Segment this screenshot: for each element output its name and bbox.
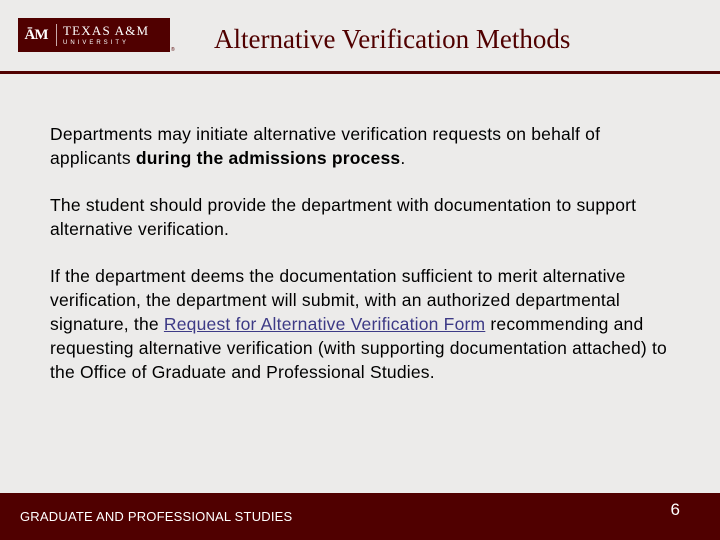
request-form-link[interactable]: Request for Alternative Verification Form: [163, 314, 486, 334]
paragraph-3: [50, 264, 675, 384]
paragraph-1-emphasis: during the admissions process: [135, 148, 401, 168]
texas-am-logo: [18, 18, 170, 52]
logo-wordmark: [63, 24, 149, 46]
footer-label: GRADUATE AND PROFESSIONAL STUDIES: [20, 509, 293, 524]
logo-divider: [56, 24, 57, 46]
slide-title: Alternative Verification Methods: [214, 24, 571, 54]
paragraph-3-text-after: recommending and requesting alternative verification (with supporting documentation attached) to the Office of Graduate and Professional Studies.: [50, 314, 667, 382]
paragraph-1: [50, 122, 675, 170]
paragraph-3-text-before: If the department deems the documentation sufficient to merit alternative verification, the department will submit, with an authorized departmental signature, the: [50, 266, 626, 334]
paragraph-1-text: Departments may initiate alternative verification requests on behalf of applicants: [50, 124, 601, 168]
logo-subtitle: UNIVERSITY: [63, 40, 130, 46]
paragraph-1-end: .: [400, 148, 406, 168]
page-number: 6: [670, 500, 680, 519]
slide-body: [50, 122, 675, 407]
logo-name: TEXAS A&M: [63, 23, 150, 38]
atm-logo-mark: ĀM: [24, 26, 48, 43]
logo-trademark: ®: [171, 47, 175, 53]
paragraph-2: The student should provide the department with documentation to support alternative verification.: [50, 195, 637, 239]
footer-bar: [0, 493, 720, 540]
title-divider: [0, 71, 720, 74]
